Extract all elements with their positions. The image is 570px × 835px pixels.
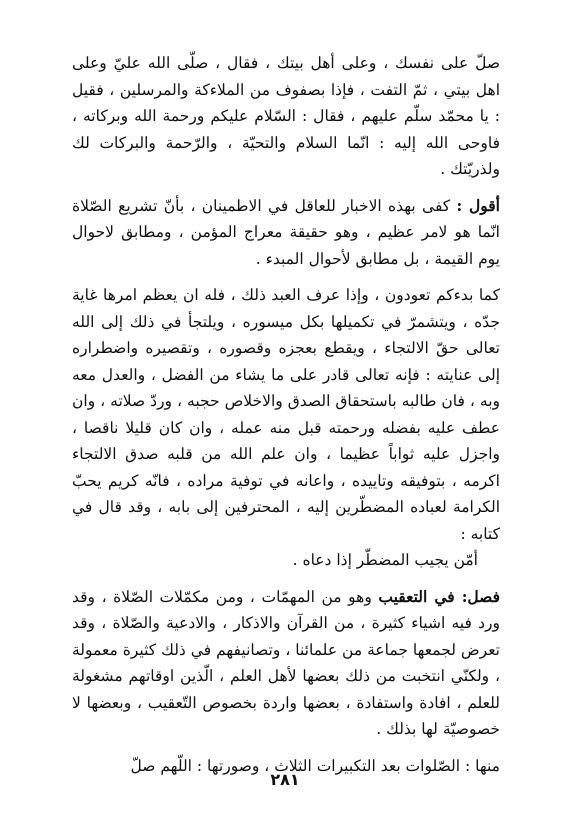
paragraph-1-text: صلّ على نفسك ، وعلى أهل بيتك ، فقال ، صلّى الله عليّ وعلى اهل بيتي ، ثمّ التفت ، فإذا بصفوف من الملاءكة والمرسلين ، فقيل : يا محمّد سلّم عليهم ، فقال : السّلام عليكم ورحمة الله وبركاته ، فاوحى الله إليه : انّما السلام والتحيّة ، والرّحمة والبركات لك ولذريّتك .: [72, 54, 500, 178]
section-text: وهو من المهمّات ، ومن مكمّلات الصّلاة ، وقد ورد فيه اشياء كثيرة ، من القرآن والاذكار ، والادعية والصّلاة ، وقد تعرض لجمعها جماعة من علمائنا ، وتصانيفهم في ذلك كثيرة معمولة ، ولكنّي انتخبت من ذلك بعضها لأهل العلم ، الّذين اوقاتهم مشغولة للعلم ، افادة واستفادة ، بعضها واردة بخصوص التّعقيب ، وبعضها لا خصوصيّة لها بذلك .: [72, 587, 500, 738]
section-paragraph: [72, 584, 500, 743]
quran-verse-text: أمّن يجيب المضطّر إذا دعاه .: [292, 551, 478, 569]
paragraph-gap: [72, 743, 500, 753]
paragraph-2: [72, 193, 500, 273]
paragraph-2-lead: أقول :: [456, 195, 500, 215]
paragraph-gap: [72, 272, 500, 282]
paragraph-3: [72, 282, 500, 547]
section-heading: فصل: في التعقيب: [378, 586, 500, 606]
paragraph-3-text: كما بدءكم تعودون ، وإذا عرف العبد ذلك ، فله ان يعظم امرها غاية جدّه ، ويتشمرّ في تكميلها بكل ميسوره ، ويلتجأ في ذلك إلى الله تعالى حقّ الالتجاء ، ويقطع بعجزه وقصوره ، وتقصيره واضطراره إلى عنايته : فإنه تعالى قادر على ما يشاء من الفضل ، والعدل معه وبه ، فان طالبه باستحقاق الصدق والاخلاص حجبه ، وردّ صلاته ، وان عطف عليه بفضله ورحمته قبل منه عمله ، وان كان قليلا ناقصا ، واجزل عليه ثواباً عظيما ، وان علم الله من قلبه صدق الالتجاء اكرمه ، بتوفيقه وتاييده ، واعانه في توفية مراده ، فانّه كريم يحبّ الكرامة لعباده المضطّرين إليه ، المحترفين إلى بابه ، وقد قال في كتابه :: [72, 286, 500, 543]
paragraph-gap: [72, 574, 500, 584]
paragraph-1: [72, 50, 500, 183]
closing-line-text: منها : الصّلوات بعد التكبيرات الثلاث ، وصورتها : اللّهم صلّ: [130, 756, 500, 775]
page-number: ٢٨١: [270, 770, 300, 789]
page-body: [72, 50, 500, 779]
paragraph-2-text: كفى بهذه الاخبار للعاقل في الاطمينان ، بأنّ تشريع الصّلاة انّما هو لامر عظيم ، وهو حقيقة معراج المؤمن ، ومطابق لاحوال يوم القيمة ، بل مطابق لأحوال المبدء .: [72, 196, 500, 268]
quran-verse: [72, 547, 500, 574]
paragraph-gap: [72, 183, 500, 193]
